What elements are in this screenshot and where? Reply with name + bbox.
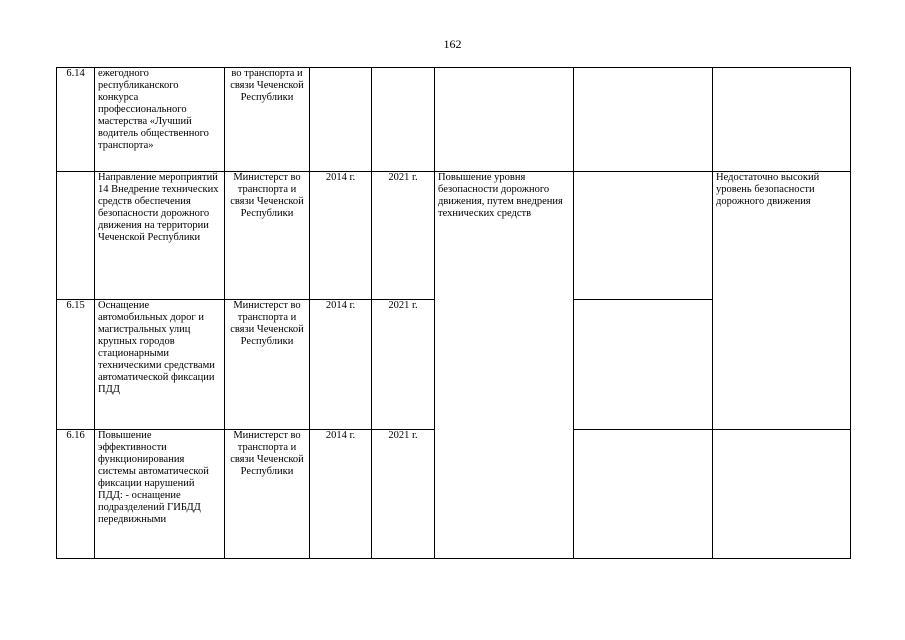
- empty-cell: [574, 430, 713, 559]
- empty-cell: [574, 300, 713, 430]
- activity-title: Направление мероприятий 14 Внедрение технических средств обеспечения безопасности дорожного движения на территории Чеченской Республики: [95, 172, 225, 300]
- end-date: 2021 г.: [372, 172, 435, 300]
- table-row: [57, 68, 851, 172]
- executor-cell: Министерст во транспорта и связи Чеченской Республики: [225, 300, 310, 430]
- executor-cell: во транспорта и связи Чеченской Республики: [225, 68, 310, 172]
- row-number: [57, 172, 95, 300]
- row-number: 6.15: [57, 300, 95, 430]
- empty-cell: [574, 68, 713, 172]
- executor-cell: Министерст во транспорта и связи Чеченской Республики: [225, 430, 310, 559]
- expected-result: [435, 68, 574, 172]
- consequence-cell: [713, 430, 851, 559]
- expected-result: Повышение уровня безопасности дорожного движения, путем внедрения технических средств: [435, 172, 574, 559]
- start-date: 2014 г.: [310, 172, 372, 300]
- consequence-cell: [713, 68, 851, 172]
- executor-cell: Министерст во транспорта и связи Чеченской Республики: [225, 172, 310, 300]
- start-date: 2014 г.: [310, 300, 372, 430]
- table-row: [57, 172, 851, 300]
- activity-title: ежегодного республиканского конкурса профессионального мастерства «Лучший водитель общественного транспорта»: [95, 68, 225, 172]
- start-date: [310, 68, 372, 172]
- end-date: 2021 г.: [372, 300, 435, 430]
- page-number: 162: [443, 37, 462, 51]
- start-date: 2014 г.: [310, 430, 372, 559]
- activity-title: Повышение эффективности функционирования системы автоматической фиксации нарушений ПДД: - оснащение подразделений ГИБДД передвижными: [95, 430, 225, 559]
- row-number: 6.14: [57, 68, 95, 172]
- consequence-cell: Недостаточно высокий уровень безопасности дорожного движения: [713, 172, 851, 430]
- end-date: [372, 68, 435, 172]
- program-activities-table: [56, 67, 851, 559]
- empty-cell: [574, 172, 713, 300]
- row-number: 6.16: [57, 430, 95, 559]
- activity-title: Оснащение автомобильных дорог и магистральных улиц крупных городов стационарными техническими средствами автоматической фиксации ПДД: [95, 300, 225, 430]
- end-date: 2021 г.: [372, 430, 435, 559]
